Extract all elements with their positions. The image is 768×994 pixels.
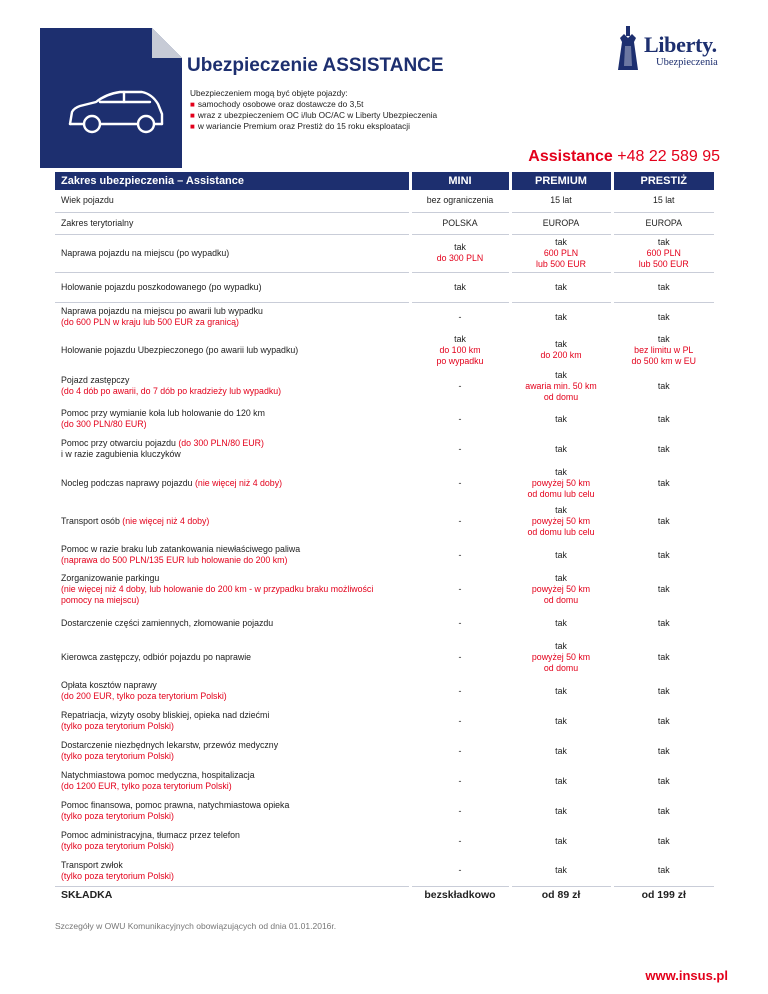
cell-prestiz [612, 502, 714, 540]
cell-text: tak [657, 311, 670, 322]
cell-premium [510, 368, 612, 404]
cell-text: tak [657, 477, 670, 488]
cell-text: tak [555, 617, 567, 628]
intro-bullet-text: samochody osobowe oraz dostawcze do 3,5t [197, 99, 364, 109]
cell-text: tak [657, 515, 670, 526]
table-row [55, 608, 714, 638]
row-label [55, 856, 410, 886]
cell-text: bez ograniczenia [426, 195, 494, 206]
cell-premium [510, 434, 612, 464]
footnote: Szczegóły w OWU Komunikacyjnych obowiązujących od dnia 01.01.2016r. [55, 921, 337, 931]
row-label-text: Dostarczenie części zamiennych, złomowanie pojazdu [61, 617, 274, 628]
cell-text: 15 lat [652, 195, 675, 206]
cell-text: tak [555, 572, 567, 583]
row-note: (tylko poza terytorium Polski) [61, 811, 174, 821]
table-row [55, 190, 714, 212]
row-label-text: Pomoc przy otwarciu pojazdu [61, 438, 176, 448]
row-label [55, 272, 410, 302]
row-label [55, 368, 410, 404]
cell-text: - [458, 311, 462, 322]
cell-text: 15 lat [550, 195, 572, 206]
cell-text: tak [657, 685, 670, 696]
table-row [55, 826, 714, 856]
cell-text: tak [657, 745, 670, 756]
cell-text: tak [657, 715, 670, 726]
row-label [55, 570, 410, 608]
cell-prestiz [612, 540, 714, 570]
cell-text: tak [555, 413, 567, 424]
row-label [55, 638, 410, 676]
cell-prestiz [612, 676, 714, 706]
row-label-text: Repatriacja, wizyty osoby bliskiej, opieka nad dziećmi [61, 710, 270, 720]
cell-premium [510, 234, 612, 272]
row-label [55, 540, 410, 570]
cell-text: - [458, 477, 462, 488]
cell-prestiz [612, 736, 714, 766]
brand-sub: Ubezpieczenia [656, 57, 718, 68]
cell-text: lub 500 EUR [638, 258, 689, 269]
table-row [55, 404, 714, 434]
cell-mini [410, 856, 510, 886]
table-row [55, 736, 714, 766]
cell-text: od domu [543, 662, 579, 673]
cell-text: bez limitu w PL [634, 344, 694, 355]
cell-text: 600 PLN [543, 247, 579, 258]
row-note: (nie więcej niż 4 doby) [122, 515, 210, 526]
cell-text: tak [657, 236, 670, 247]
cell-text: od domu lub celu [527, 526, 595, 537]
row-note: (tylko poza terytorium Polski) [61, 841, 174, 851]
table-row [55, 212, 714, 234]
cell-text: tak [555, 835, 567, 846]
cell-text: tak [454, 242, 466, 252]
row-label-text: Opłata kosztów naprawy [61, 680, 157, 690]
table-row [55, 540, 714, 570]
cell-text: tak [555, 775, 567, 786]
cell-text: - [458, 651, 462, 662]
cell-prestiz [612, 302, 714, 332]
statue-of-liberty-icon [612, 24, 644, 72]
cell-text: tak [555, 466, 567, 477]
cell-prestiz [612, 434, 714, 464]
cell-text: od domu lub celu [527, 488, 595, 499]
cell-prestiz [612, 332, 714, 368]
row-note: (tylko poza terytorium Polski) [61, 751, 174, 761]
cell-premium [510, 212, 612, 234]
cell-prestiz [612, 404, 714, 434]
table-row [55, 502, 714, 540]
cell-text: tak [555, 339, 567, 349]
cell-text: tak [657, 805, 670, 816]
header-scope: Zakres ubezpieczenia – Assistance [55, 172, 410, 190]
header-premium: PREMIUM [510, 172, 612, 190]
cell-text: - [458, 413, 462, 424]
table-row [55, 676, 714, 706]
cell-text: - [458, 745, 462, 756]
row-label [55, 736, 410, 766]
assistance-phone[interactable] [528, 148, 720, 166]
intro-bullet-text: w wariancie Premium oraz Prestiż do 15 roku eksploatacji [197, 121, 410, 131]
cell-text: - [458, 515, 462, 526]
cell-text: tak [657, 443, 670, 454]
header-mini: MINI [410, 172, 510, 190]
cell-text: tak [555, 236, 567, 247]
cell-text: - [458, 835, 462, 846]
cell-text: lub 500 EUR [536, 258, 586, 269]
cell-premium [510, 706, 612, 736]
row-label-text: Pomoc przy wymianie koła lub holowanie do 120 km [61, 408, 265, 418]
row-label-text: Zakres terytorialny [61, 217, 134, 228]
cell-mini [410, 826, 510, 856]
page-title: Ubezpieczenie ASSISTANCE [187, 55, 444, 76]
row-label-text: Nocleg podczas naprawy pojazdu [61, 477, 193, 488]
row-label-text: Pomoc administracyjna, tłumacz przez telefon [61, 830, 240, 840]
cell-text: tak [454, 333, 466, 344]
cell-premium [510, 638, 612, 676]
cell-mini [410, 464, 510, 502]
cell-premium [510, 570, 612, 608]
cell-text: - [458, 549, 462, 560]
row-label-text: Wiek pojazdu [61, 195, 114, 206]
row-note: (naprawa do 500 PLN/135 EUR lub holowanie do 200 km) [61, 555, 288, 565]
cell-premium [510, 540, 612, 570]
summary-label: SKŁADKA [55, 886, 410, 905]
cell-text: tak [657, 651, 670, 662]
cell-text: EUROPA [645, 217, 682, 228]
phone-number: +48 22 589 95 [617, 148, 720, 165]
cell-prestiz [612, 826, 714, 856]
table-row [55, 766, 714, 796]
cell-mini [410, 608, 510, 638]
table-row [55, 234, 714, 272]
cell-text: - [458, 380, 462, 391]
row-label-text: Kierowca zastępczy, odbiór pojazdu po naprawie [61, 651, 252, 662]
cell-premium [510, 856, 612, 886]
brand-name: Liberty. [644, 32, 717, 57]
cell-mini [410, 332, 510, 368]
cell-mini [410, 676, 510, 706]
table-row [55, 464, 714, 502]
summary-prestiz: od 199 zł [612, 886, 714, 905]
cell-mini [410, 766, 510, 796]
cell-mini [410, 368, 510, 404]
table-row [55, 638, 714, 676]
header-prestiz: PRESTIŻ [612, 172, 714, 190]
row-label-text: Pomoc finansowa, pomoc prawna, natychmiastowa opieka [61, 800, 290, 810]
cell-text: - [458, 685, 462, 696]
cell-mini [410, 736, 510, 766]
cell-mini [410, 302, 510, 332]
cell-text: tak [555, 685, 567, 696]
cell-prestiz [612, 856, 714, 886]
row-label-text: Holowanie pojazdu poszkodowanego (po wypadku) [61, 281, 262, 292]
table-row [55, 272, 714, 302]
intro-bullet [190, 99, 437, 110]
cell-text: tak [555, 369, 567, 380]
row-note: (do 1200 EUR, tylko poza terytorium Polski) [61, 781, 232, 791]
table-header [55, 172, 714, 190]
row-label-text: Natychmiastowa pomoc medyczna, hospitalizacja [61, 770, 255, 780]
cell-prestiz [612, 368, 714, 404]
row-label [55, 608, 410, 638]
cell-text: tak [555, 715, 567, 726]
cell-text: tak [657, 775, 670, 786]
summary-mini: bezskładkowo [410, 886, 510, 905]
cell-mini [410, 272, 510, 302]
cell-text: - [458, 715, 462, 726]
row-label [55, 434, 410, 464]
table-row [55, 856, 714, 886]
cell-text: POLSKA [442, 217, 478, 228]
row-label [55, 464, 410, 502]
cell-premium [510, 676, 612, 706]
cell-text: tak [555, 805, 567, 816]
cell-text: do 200 km [540, 350, 582, 360]
cell-mini [410, 502, 510, 540]
cell-mini [410, 540, 510, 570]
cell-premium [510, 796, 612, 826]
cell-text: tak [657, 380, 670, 391]
cell-prestiz [612, 766, 714, 796]
cell-prestiz [612, 638, 714, 676]
cell-premium [510, 766, 612, 796]
square-bullet-icon: ■ [190, 100, 195, 109]
cell-text: EUROPA [542, 217, 580, 228]
cell-text: powyżej 50 km [531, 583, 591, 594]
cell-text: tak [657, 583, 670, 594]
cell-text: do 500 km w EU [631, 355, 697, 366]
cell-premium [510, 502, 612, 540]
cell-premium [510, 302, 612, 332]
row-label [55, 212, 410, 234]
row-note: (do 300 PLN/80 EUR) [61, 419, 147, 429]
intro [190, 88, 437, 132]
cell-prestiz [612, 706, 714, 736]
row-note: (do 4 dób po awarii, do 7 dób po kradzieży lub wypadku) [61, 386, 282, 396]
cell-premium [510, 272, 612, 302]
row-label-text: Pomoc w razie braku lub zatankowania niewłaściwego paliwa [61, 544, 301, 554]
cell-text: tak [657, 413, 670, 424]
cell-text: od domu [543, 391, 579, 402]
row-label [55, 234, 410, 272]
row-label-text: i w razie zagubienia kluczyków [61, 449, 181, 459]
cell-text: od domu [543, 594, 579, 605]
cell-text: tak [454, 281, 466, 292]
cell-mini [410, 638, 510, 676]
row-label-text: Transport osób [61, 515, 120, 526]
cell-text: tak [657, 281, 670, 292]
row-note: (tylko poza terytorium Polski) [61, 870, 174, 881]
cell-prestiz [612, 190, 714, 212]
cell-text: tak [555, 865, 567, 876]
cell-premium [510, 736, 612, 766]
phone-label: Assistance [528, 148, 613, 165]
cell-premium [510, 826, 612, 856]
cell-text: tak [657, 333, 670, 344]
row-label-text: Dostarczenie niezbędnych lekarstw, przewóz medyczny [61, 740, 279, 750]
cell-text: tak [657, 865, 670, 876]
row-label-text: Naprawa pojazdu na miejscu po awarii lub wypadku [61, 306, 263, 317]
cell-text: - [458, 583, 462, 594]
row-label [55, 826, 410, 856]
row-label [55, 404, 410, 434]
cell-text: tak [555, 311, 567, 322]
cell-text: powyżej 50 km [531, 651, 591, 662]
car-icon [40, 28, 182, 168]
cell-text: 600 PLN [646, 247, 681, 258]
table-row [55, 302, 714, 332]
cell-text: do 300 PLN [436, 253, 484, 263]
premium-row [55, 886, 714, 905]
cell-text: tak [657, 617, 670, 628]
website-link[interactable]: www.insus.pl [645, 968, 728, 983]
row-note: (do 300 PLN/80 EUR) [178, 438, 264, 448]
cell-mini [410, 706, 510, 736]
intro-bullet [190, 121, 437, 132]
square-bullet-icon: ■ [190, 111, 195, 120]
row-label [55, 796, 410, 826]
cell-premium [510, 404, 612, 434]
cell-text: powyżej 50 km [531, 477, 591, 488]
row-note: (nie więcej niż 4 doby, lub holowanie do 200 km - w przypadku braku możliwości pomocy na miejscu) [61, 583, 374, 605]
intro-bullet [190, 110, 437, 121]
cell-mini [410, 796, 510, 826]
cell-prestiz [612, 272, 714, 302]
row-label [55, 302, 410, 332]
table-row [55, 434, 714, 464]
cell-mini [410, 234, 510, 272]
table-row [55, 368, 714, 404]
row-label [55, 332, 410, 368]
intro-bullet-text: wraz z ubezpieczeniem OC i/lub OC/AC w Liberty Ubezpieczenia [197, 110, 438, 120]
cell-premium [510, 464, 612, 502]
cell-text: - [458, 805, 462, 816]
row-label [55, 706, 410, 736]
table-row [55, 570, 714, 608]
cell-mini [410, 434, 510, 464]
intro-lead: Ubezpieczeniem mogą być objęte pojazdy: [190, 88, 348, 98]
cell-text: tak [555, 504, 567, 515]
row-label [55, 766, 410, 796]
row-label [55, 190, 410, 212]
cell-text: tak [657, 549, 670, 560]
cell-premium [510, 190, 612, 212]
cell-text: powyżej 50 km [531, 515, 591, 526]
table-row [55, 332, 714, 368]
cell-text: - [458, 865, 462, 876]
cell-premium [510, 332, 612, 368]
cell-mini [410, 570, 510, 608]
cell-prestiz [612, 796, 714, 826]
cell-mini [410, 212, 510, 234]
row-label-text: Holowanie pojazdu Ubezpieczonego (po awarii lub wypadku) [61, 344, 299, 355]
row-note: (do 600 PLN w kraju lub 500 EUR za granicą) [61, 317, 239, 328]
cell-text: tak [555, 745, 567, 756]
row-label-text: Transport zwłok [61, 859, 123, 870]
cell-text: tak [555, 281, 567, 292]
row-note: (tylko poza terytorium Polski) [61, 721, 174, 731]
row-note: (nie więcej niż 4 doby) [195, 477, 283, 488]
row-label [55, 502, 410, 540]
table-row [55, 796, 714, 826]
coverage-table [55, 172, 714, 905]
cell-text: awaria min. 50 km [525, 380, 597, 391]
cell-text: - [458, 443, 462, 454]
row-label-text: Naprawa pojazdu na miejscu (po wypadku) [61, 247, 230, 258]
cell-text: do 100 km [439, 344, 481, 355]
cell-prestiz [612, 608, 714, 638]
cell-premium [510, 608, 612, 638]
cell-text: - [458, 775, 462, 786]
liberty-logo[interactable] [612, 24, 730, 74]
summary-premium: od 89 zł [510, 886, 612, 905]
row-label [55, 676, 410, 706]
cell-mini [410, 190, 510, 212]
row-note: (do 200 EUR, tylko poza terytorium Polski) [61, 691, 227, 701]
row-label-text: Pojazd zastępczy [61, 375, 130, 385]
cell-prestiz [612, 570, 714, 608]
cell-prestiz [612, 464, 714, 502]
cell-text: tak [555, 549, 567, 560]
cell-prestiz [612, 234, 714, 272]
cell-text: po wypadku [436, 355, 484, 366]
cell-text: tak [555, 640, 567, 651]
table-row [55, 706, 714, 736]
row-label-text: Zorganizowanie parkingu [61, 572, 160, 583]
cell-text: - [458, 617, 462, 628]
cell-prestiz [612, 212, 714, 234]
square-bullet-icon: ■ [190, 122, 195, 131]
cell-text: tak [555, 443, 567, 454]
cell-text: tak [657, 835, 670, 846]
cell-mini [410, 404, 510, 434]
